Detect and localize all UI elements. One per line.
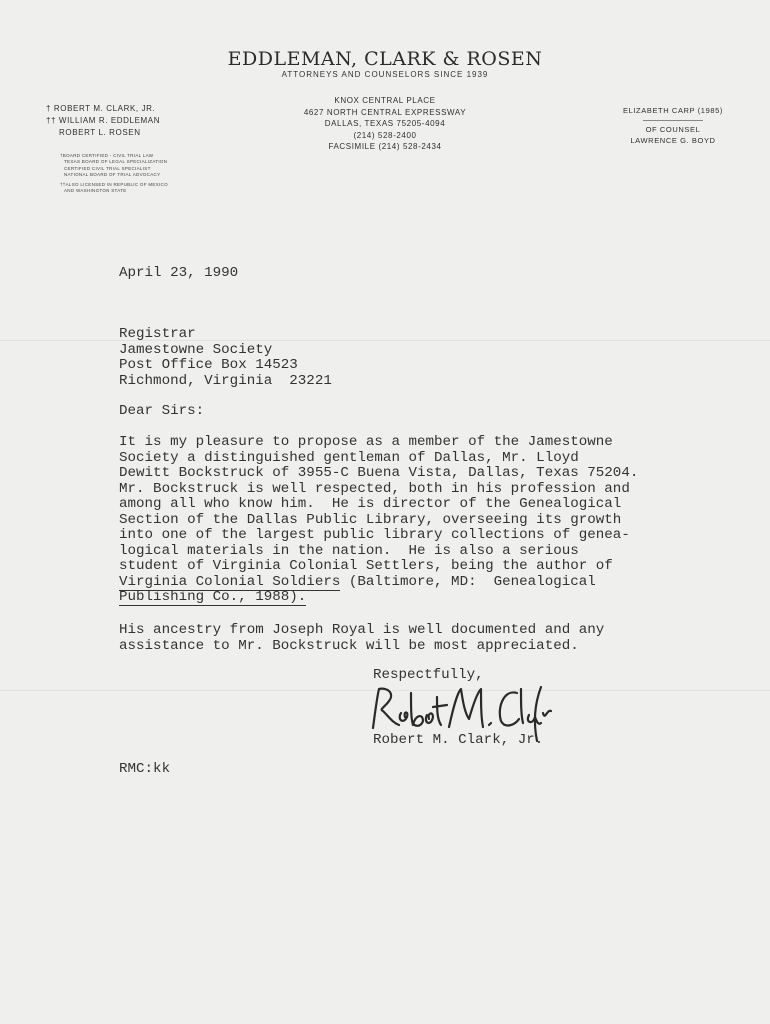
body-line: assistance to Mr. Bockstruck will be most appreciated. bbox=[119, 637, 579, 654]
partners-list bbox=[46, 103, 160, 139]
address-line: 4627 NORTH CENTRAL EXPRESSWAY bbox=[303, 107, 467, 117]
counsel-name-top: ELIZABETH CARP (1985) bbox=[623, 106, 723, 115]
body-line: among all who know him. He is director of the Genealogical bbox=[119, 496, 622, 512]
partner-name: ROBERT L. ROSEN bbox=[59, 128, 141, 137]
counsel-divider bbox=[643, 120, 703, 121]
firm-address bbox=[270, 95, 500, 153]
recipient-line: Jamestowne Society bbox=[119, 341, 273, 358]
body-line: Mr. Bockstruck is well respected, both in his profession and bbox=[119, 480, 630, 497]
signer-name: Robert M. Clark, Jr. bbox=[373, 732, 544, 748]
body-line: into one of the largest public library collections of genea- bbox=[119, 527, 630, 543]
partner-name: † ROBERT M. CLARK, JR. bbox=[46, 104, 156, 113]
body-line: It is my pleasure to propose as a member of the Jamestowne bbox=[119, 434, 613, 450]
paragraph-1 bbox=[119, 435, 638, 606]
recipient-line: Registrar bbox=[119, 326, 196, 342]
body-line: Society a distinguished gentleman of Dallas, Mr. Lloyd bbox=[119, 449, 579, 466]
address-line: (214) 528-2400 bbox=[353, 130, 417, 140]
body-line: His ancestry from Joseph Royal is well documented and any bbox=[119, 622, 605, 638]
book-line bbox=[119, 575, 638, 591]
partner-name: †† WILLIAM R. EDDLEMAN bbox=[46, 116, 161, 125]
recipient-line: Richmond, Virginia 23221 bbox=[119, 372, 332, 389]
firm-subtitle: ATTORNEYS AND COUNSELORS SINCE 1939 bbox=[281, 70, 489, 79]
of-counsel-name: LAWRENCE G. BOYD bbox=[630, 136, 716, 145]
body-line: logical materials in the nation. He is also a serious bbox=[119, 542, 579, 559]
body-line: student of Virginia Colonial Settlers, being the author of bbox=[119, 558, 613, 574]
body-line: Section of the Dallas Public Library, overseeing its growth bbox=[119, 511, 622, 528]
certifications bbox=[60, 153, 168, 195]
cert-line: TEXAS BOARD OF LEGAL SPECIALIZATION bbox=[64, 159, 168, 165]
typist-initials: RMC:kk bbox=[119, 761, 171, 777]
firm-name: EDDLEMAN, CLARK & ROSEN bbox=[227, 48, 543, 70]
recipient-address bbox=[119, 327, 332, 389]
body-line: Dewitt Bockstruck of 3955-C Buena Vista, Dallas, Texas 75204. bbox=[119, 465, 639, 481]
closing: Respectfully, bbox=[373, 667, 484, 683]
address-line: DALLAS, TEXAS 75205-4094 bbox=[324, 119, 446, 128]
paragraph-2 bbox=[119, 623, 604, 654]
cert-line: CERTIFIED CIVIL TRIAL SPECIALIST bbox=[64, 165, 151, 171]
address-line: KNOX CENTRAL PLACE bbox=[334, 96, 436, 105]
book-rest: (Baltimore, MD: Genealogical bbox=[340, 573, 596, 590]
cert-line: †BOARD CERTIFIED - CIVIL TRIAL LAW bbox=[60, 153, 154, 158]
recipient-line: Post Office Box 14523 bbox=[119, 357, 298, 373]
cert-line: AND WASHINGTON STATE bbox=[64, 188, 127, 194]
cert-line: NATIONAL BOARD OF TRIAL ADVOCACY bbox=[64, 171, 161, 177]
of-counsel-label: OF COUNSEL bbox=[645, 125, 701, 134]
salutation: Dear Sirs: bbox=[119, 403, 205, 419]
fold-line bbox=[0, 340, 770, 341]
publisher-line bbox=[119, 590, 638, 606]
publisher-text: Publishing Co., 1988). bbox=[119, 589, 307, 605]
book-title: Virginia Colonial Soldiers bbox=[119, 573, 341, 590]
counsel-block bbox=[598, 105, 748, 146]
cert-line: ††ALSO LICENSED IN REPUBLIC OF MEXICO bbox=[60, 182, 168, 188]
address-line: FACSIMILE (214) 528-2434 bbox=[328, 142, 442, 151]
letter-date: April 23, 1990 bbox=[119, 265, 239, 281]
